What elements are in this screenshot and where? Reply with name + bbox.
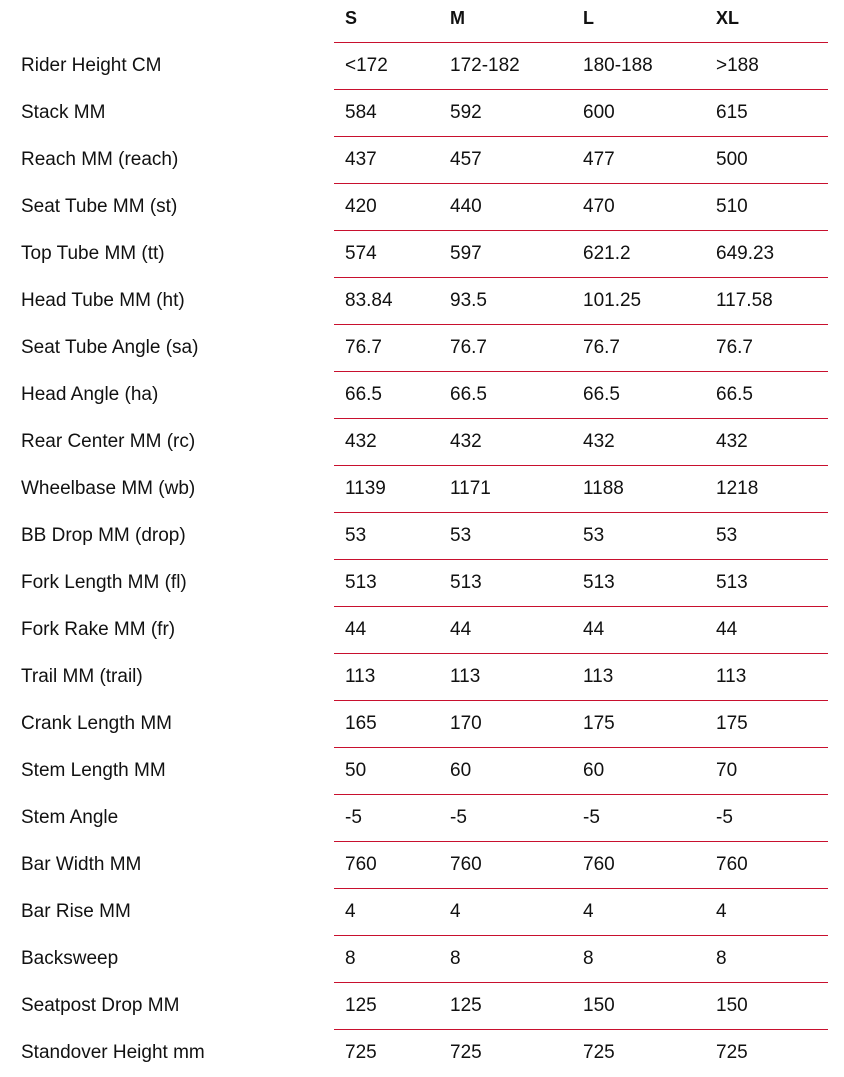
row-label: Wheelbase MM (wb) [21, 478, 196, 499]
cell-m: 440 [450, 196, 482, 217]
cell-m: 760 [450, 854, 482, 875]
table-row [0, 795, 844, 842]
cell-l: 513 [583, 572, 615, 593]
table-row [0, 889, 844, 936]
cell-xl: 175 [716, 713, 748, 734]
cell-l: 4 [583, 901, 594, 922]
cell-l: 150 [583, 995, 615, 1016]
cell-l: 101.25 [583, 290, 642, 311]
table-row [0, 607, 844, 654]
cell-l: 175 [583, 713, 615, 734]
cell-s: 8 [345, 948, 356, 969]
table-row [0, 419, 844, 466]
row-label: Stack MM [21, 102, 106, 123]
size-header-row [0, 0, 844, 42]
cell-xl: >188 [716, 55, 759, 76]
cell-s: 760 [345, 854, 377, 875]
cell-m: 1171 [450, 478, 491, 499]
row-label: Top Tube MM (tt) [21, 243, 165, 264]
cell-xl: 615 [716, 102, 748, 123]
row-label: Crank Length MM [21, 713, 173, 734]
cell-xl: 113 [716, 666, 747, 687]
cell-l: 8 [583, 948, 594, 969]
cell-m: 725 [450, 1042, 482, 1063]
table-row [0, 560, 844, 607]
cell-s: 725 [345, 1042, 377, 1063]
row-label: Rear Center MM (rc) [21, 431, 196, 452]
size-header-m: M [450, 8, 465, 28]
row-label: Seatpost Drop MM [21, 995, 180, 1016]
cell-m: 125 [450, 995, 482, 1016]
size-header-s: S [345, 8, 358, 28]
cell-l: 432 [583, 431, 615, 452]
row-label: BB Drop MM (drop) [21, 525, 186, 546]
cell-s: 165 [345, 713, 377, 734]
row-label: Bar Rise MM [21, 901, 131, 922]
table-row [0, 278, 844, 325]
cell-m: -5 [450, 807, 467, 828]
cell-l: 60 [583, 760, 605, 781]
cell-m: 432 [450, 431, 482, 452]
cell-m: 597 [450, 243, 482, 264]
row-label: Standover Height mm [21, 1042, 205, 1063]
cell-xl: 70 [716, 760, 738, 781]
table-row [0, 137, 844, 184]
cell-s: 66.5 [345, 384, 382, 405]
cell-l: 76.7 [583, 337, 620, 358]
cell-xl: 53 [716, 525, 738, 546]
cell-xl: 66.5 [716, 384, 753, 405]
row-label: Seat Tube MM (st) [21, 196, 178, 217]
table-row [0, 701, 844, 748]
cell-s: 420 [345, 196, 377, 217]
cell-xl: 500 [716, 149, 748, 170]
cell-m: 170 [450, 713, 482, 734]
cell-xl: 510 [716, 196, 748, 217]
table-row [0, 1030, 844, 1077]
row-label: Head Tube MM (ht) [21, 290, 185, 311]
cell-l: 1188 [583, 478, 624, 499]
table-row [0, 466, 844, 513]
cell-s: 76.7 [345, 337, 382, 358]
cell-l: 180-188 [583, 55, 653, 76]
table-row [0, 90, 844, 137]
cell-m: 113 [450, 666, 481, 687]
cell-s: 83.84 [345, 290, 393, 311]
cell-l: 477 [583, 149, 615, 170]
cell-xl: 117.58 [716, 290, 773, 311]
cell-m: 66.5 [450, 384, 487, 405]
cell-xl: 76.7 [716, 337, 753, 358]
table-row [0, 231, 844, 278]
cell-m: 592 [450, 102, 482, 123]
cell-l: -5 [583, 807, 600, 828]
cell-m: 513 [450, 572, 482, 593]
cell-s: 513 [345, 572, 377, 593]
cell-s: 1139 [345, 478, 386, 499]
cell-s: 584 [345, 102, 377, 123]
cell-s: 4 [345, 901, 356, 922]
cell-s: 50 [345, 760, 367, 781]
cell-m: 76.7 [450, 337, 487, 358]
table-row [0, 983, 844, 1030]
table-row [0, 184, 844, 231]
cell-xl: 1218 [716, 478, 759, 499]
cell-m: 53 [450, 525, 472, 546]
cell-xl: 8 [716, 948, 727, 969]
cell-xl: 44 [716, 619, 738, 640]
cell-m: 172-182 [450, 55, 520, 76]
cell-l: 725 [583, 1042, 615, 1063]
table-row [0, 43, 844, 90]
table-row [0, 325, 844, 372]
row-label: Stem Angle [21, 807, 119, 828]
cell-l: 470 [583, 196, 615, 217]
cell-m: 44 [450, 619, 472, 640]
cell-l: 44 [583, 619, 605, 640]
row-label: Reach MM (reach) [21, 149, 179, 170]
cell-l: 113 [583, 666, 614, 687]
row-label: Stem Length MM [21, 760, 166, 781]
cell-s: 437 [345, 149, 377, 170]
cell-xl: 649.23 [716, 243, 775, 264]
table-row [0, 748, 844, 795]
cell-l: 760 [583, 854, 615, 875]
table-row [0, 842, 844, 889]
cell-xl: 4 [716, 901, 727, 922]
cell-s: 113 [345, 666, 376, 687]
cell-m: 457 [450, 149, 482, 170]
cell-m: 93.5 [450, 290, 487, 311]
cell-s: 53 [345, 525, 367, 546]
row-label: Head Angle (ha) [21, 384, 159, 405]
cell-xl: -5 [716, 807, 733, 828]
cell-xl: 432 [716, 431, 748, 452]
size-header-l: L [583, 8, 594, 28]
cell-s: 574 [345, 243, 377, 264]
row-label: Trail MM (trail) [21, 666, 143, 687]
table-row [0, 372, 844, 419]
cell-xl: 760 [716, 854, 748, 875]
row-label: Fork Rake MM (fr) [21, 619, 176, 640]
row-label: Rider Height CM [21, 55, 162, 76]
cell-m: 60 [450, 760, 472, 781]
cell-xl: 513 [716, 572, 748, 593]
cell-l: 600 [583, 102, 615, 123]
table-row [0, 513, 844, 560]
cell-s: 432 [345, 431, 377, 452]
cell-m: 4 [450, 901, 461, 922]
table-row [0, 654, 844, 701]
cell-l: 621.2 [583, 243, 631, 264]
cell-m: 8 [450, 948, 461, 969]
cell-l: 66.5 [583, 384, 620, 405]
cell-s: <172 [345, 55, 388, 76]
cell-s: -5 [345, 807, 362, 828]
cell-xl: 725 [716, 1042, 748, 1063]
table-row [0, 936, 844, 983]
size-header-xl: XL [716, 8, 740, 28]
cell-l: 53 [583, 525, 605, 546]
cell-s: 44 [345, 619, 367, 640]
cell-s: 125 [345, 995, 377, 1016]
row-label: Fork Length MM (fl) [21, 572, 187, 593]
row-label: Bar Width MM [21, 854, 142, 875]
row-label: Backsweep [21, 948, 119, 969]
cell-xl: 150 [716, 995, 748, 1016]
row-label: Seat Tube Angle (sa) [21, 337, 199, 358]
